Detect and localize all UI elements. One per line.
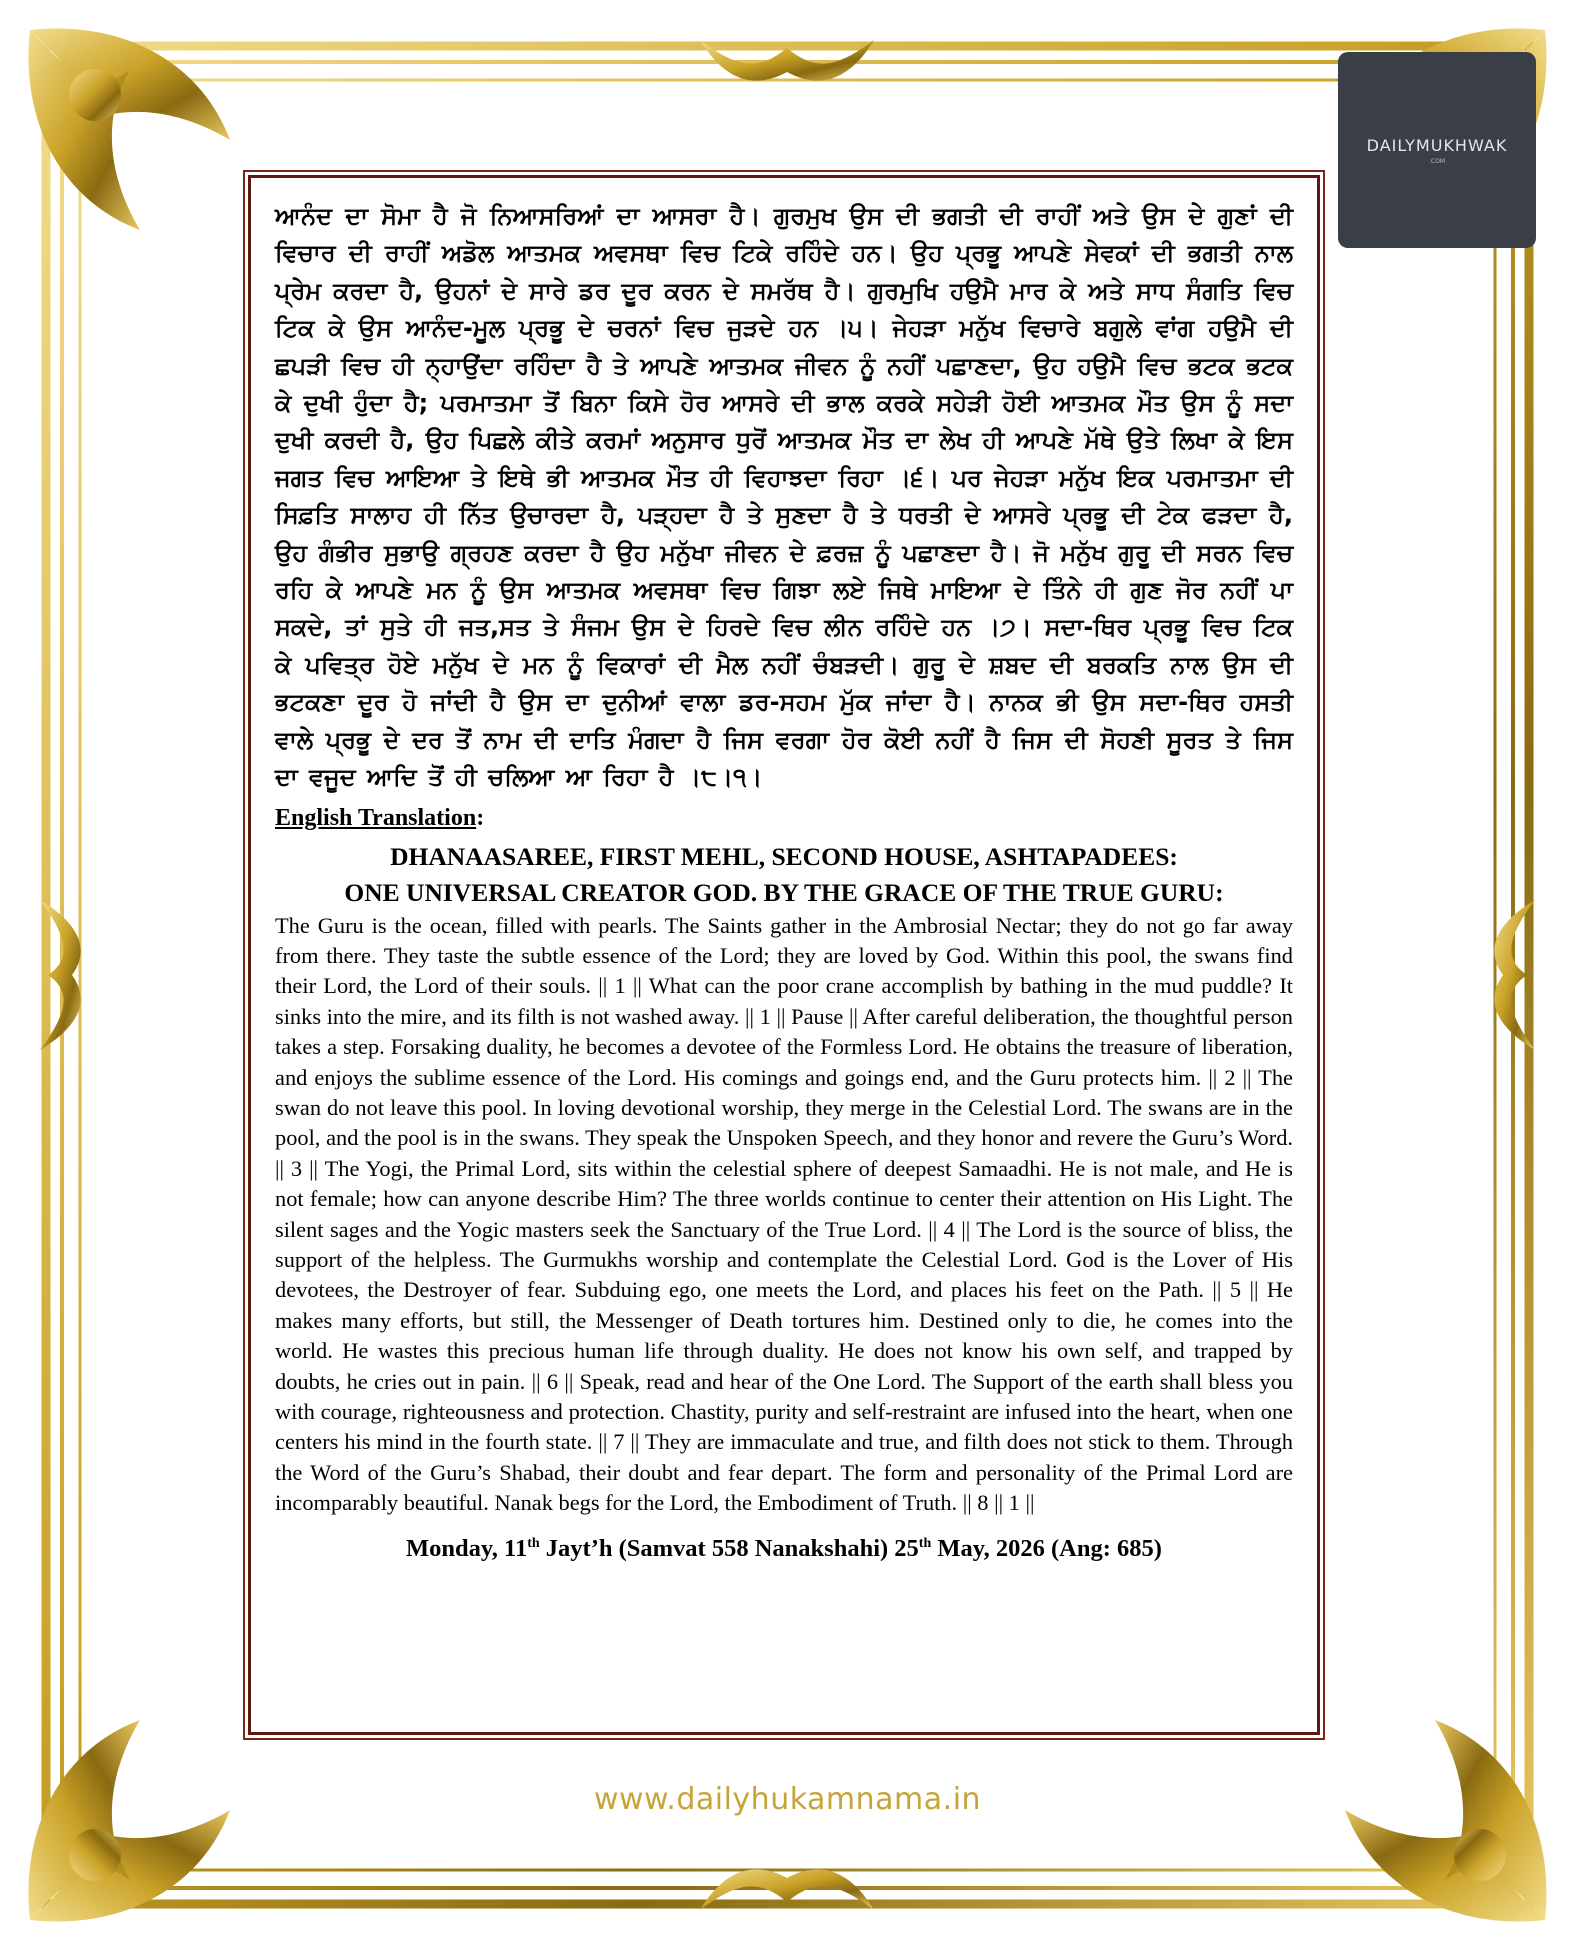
punjabi-explanation: ਆਨੰਦ ਦਾ ਸੋਮਾ ਹੈ ਜੋ ਨਿਆਸਰਿਆਂ ਦਾ ਆਸਰਾ ਹੈ। ਗੁਰਮੁਖ ਉਸ ਦੀ ਭਗਤੀ ਦੀ ਰਾਹੀਂ ਅਤੇ ਉਸ ਦੇ ਗੁਣਾਂ ਦੀ ਵਿਚਾਰ ਦੀ ਰਾਹੀਂ ਅਡੋਲ ਆਤਮਕ ਅਵਸਥਾ ਵਿਚ ਟਿਕੇ ਰਹਿੰਦੇ ਹਨ। ਉਹ ਪ੍ਰਭੂ ਆਪਣੇ ਸੇਵਕਾਂ ਦੀ ਭਗਤੀ ਨਾਲ ਪ੍ਰੇਮ ਕਰਦਾ ਹੈ, ਉਹਨਾਂ ਦੇ ਸਾਰੇ ਡਰ ਦੂਰ ਕਰਨ ਦੇ ਸਮਰੱਥ ਹੈ। ਗੁਰਮੁਖਿ ਹਉਮੈ ਮਾਰ ਕੇ ਅਤੇ ਸਾਧ ਸੰਗਤਿ ਵਿਚ ਟਿਕ ਕੇ ਉਸ ਆਨੰਦ-ਮੂਲ ਪ੍ਰਭੂ ਦੇ ਚਰਨਾਂ ਵਿਚ ਜੁੜਦੇ ਹਨ ।੫। ਜੇਹੜਾ ਮਨੁੱਖ ਵਿਚਾਰੇ ਬਗੁਲੇ ਵਾਂਗ ਹਉਮੈ ਦੀ ਛਪੜੀ ਵਿਚ ਹੀ ਨ੍ਹਾਉਂਦਾ ਰਹਿੰਦਾ ਹੈ ਤੇ ਆਪਣੇ ਆਤਮਕ ਜੀਵਨ ਨੂੰ ਨਹੀਂ ਪਛਾਣਦਾ, ਉਹ ਹਉਮੈ ਵਿਚ ਭਟਕ ਭਟਕ ਕੇ ਦੁਖੀ ਹੁੰਦਾ ਹੈ; ਪਰਮਾਤਮਾ ਤੋਂ ਬਿਨਾ ਕਿਸੇ ਹੋਰ ਆਸਰੇ ਦੀ ਭਾਲ ਕਰਕੇ ਸਹੇੜੀ ਹੋਈ ਆਤਮਕ ਮੌਤ ਉਸ ਨੂੰ ਸਦਾ ਦੁਖੀ ਕਰਦੀ ਹੈ, ਉਹ ਪਿਛਲੇ ਕੀਤੇ ਕਰਮਾਂ ਅਨੁਸਾਰ ਧੁਰੋਂ ਆਤਮਕ ਮੌਤ ਦਾ ਲੇਖ ਹੀ ਆਪਣੇ ਮੱਥੇ ਉਤੇ ਲਿਖਾ ਕੇ ਇਸ ਜਗਤ ਵਿਚ ਆਇਆ ਤੇ ਇਥੇ ਭੀ ਆਤਮਕ ਮੌਤ ਹੀ ਵਿਹਾਝਦਾ ਰਿਹਾ ।੬। ਪਰ ਜੇਹੜਾ ਮਨੁੱਖ ਇਕ ਪਰਮਾਤਮਾ ਦੀ ਸਿਫ਼ਤਿ ਸਾਲਾਹ ਹੀ ਨਿੱਤ ਉਚਾਰਦਾ ਹੈ, ਪੜ੍ਹਦਾ ਹੈ ਤੇ ਸੁਣਦਾ ਹੈ ਤੇ ਧਰਤੀ ਦੇ ਆਸਰੇ ਪ੍ਰਭੂ ਦੀ ਟੇਕ ਫੜਦਾ ਹੈ, ਉਹ ਗੰਭੀਰ ਸੁਭਾਉ ਗ੍ਰਹਣ ਕਰਦਾ ਹੈ ਉਹ ਮਨੁੱਖਾ ਜੀਵਨ ਦੇ ਫ਼ਰਜ਼ ਨੂੰ ਪਛਾਣਦਾ ਹੈ। ਜੋ ਮਨੁੱਖ ਗੁਰੂ ਦੀ ਸਰਨ ਵਿਚ ਰਹਿ ਕੇ ਆਪਣੇ ਮਨ ਨੂੰ ਉਸ ਆਤਮਕ ਅਵਸਥਾ ਵਿਚ ਗਿਝਾ ਲਏ ਜਿਥੇ ਮਾਇਆ ਦੇ ਤਿੰਨੇ ਹੀ ਗੁਣ ਜੋਰ ਨਹੀਂ ਪਾ ਸਕਦੇ, ਤਾਂ ਸੁਤੇ ਹੀ ਜਤ,ਸਤ ਤੇ ਸੰਜਮ ਉਸ ਦੇ ਹਿਰਦੇ ਵਿਚ ਲੀਨ ਰਹਿੰਦੇ ਹਨ ।੭। ਸਦਾ-ਥਿਰ ਪ੍ਰਭੂ ਵਿਚ ਟਿਕ ਕੇ ਪਵਿਤ੍ਰ ਹੋਏ ਮਨੁੱਖ ਦੇ ਮਨ ਨੂੰ ਵਿਕਾਰਾਂ ਦੀ ਮੈਲ ਨਹੀਂ ਚੰਬੜਦੀ। ਗੁਰੂ ਦੇ ਸ਼ਬਦ ਦੀ ਬਰਕਤਿ ਨਾਲ ਉਸ ਦੀ ਭਟਕਣਾ ਦੂਰ ਹੋ ਜਾਂਦੀ ਹੈ ਉਸ ਦਾ ਦੁਨੀਆਂ ਵਾਲਾ ਡਰ-ਸਹਮ ਮੁੱਕ ਜਾਂਦਾ ਹੈ। ਨਾਨਕ ਭੀ ਉਸ ਸਦਾ-ਥਿਰ ਹਸਤੀ ਵਾਲੇ ਪ੍ਰਭੂ ਦੇ ਦਰ ਤੋਂ ਨਾਮ ਦੀ ਦਾਤਿ ਮੰਗਦਾ ਹੈ ਜਿਸ ਵਰਗਾ ਹੋਰ ਕੋਈ ਨਹੀਂ ਹੈ ਜਿਸ ਦੀ ਸੋਹਣੀ ਸੂਰਤ ਤੇ ਜਿਸ ਦਾ ਵਜੂਦ ਆਦਿ ਤੋਂ ਹੀ ਚਲਿਆ ਆ ਰਿਹਾ ਹੈ ।੮।੧। xyxy=(275,202,1293,792)
corner-ornament-bottom-left xyxy=(28,1720,230,1922)
english-translation-text: The Guru is the ocean, filled with pearls. The Saints gather in the Ambrosial Nectar; they do not go far away from there. They taste the subtle essence of the Lord; they are loved by God. Within this pool, the swans find their Lord, the Lord of their souls. || 1 || What can the poor crane accomplish by bathing in the mud puddle? It sinks into the mire, and its filth is not washed away. || 1 || Pause || After careful deliberation, the thoughtful person takes a step. Forsaking duality, he becomes a devotee of the Formless Lord. He obtains the treasure of liberation, and enjoys the sublime essence of the Lord. His comings and goings end, and the Guru protects him. || 2 || The swan do not leave this pool. In loving devotional worship, they merge in the Celestial Lord. The swans are in the pool, and the pool is in the swans. They speak the Unspoken Speech, and they honor and revere the Guru’s Word. || 3 || The Yogi, the Primal Lord, sits within the celestial sphere of deepest Samaadhi. He is not male, and He is not female; how can anyone describe Him? The three worlds continue to center their attention on His Light. The silent sages and the Yogic masters seek the Sanctuary of the True Lord. || 4 || The Lord is the source of bliss, the support of the helpless. The Gurmukhs worship and contemplate the Celestial Lord. God is the Lover of His devotees, the Destroyer of fear. Subduing ego, one meets the Lord, and places his feet on the Path. || 5 || He makes many efforts, but still, the Messenger of Death tortures him. Destined only to die, he comes into the world. He wastes this precious human life through duality. He does not know his own self, and trapped by doubts, he cries out in pain. || 6 || Speak, read and hear of the One Lord. The Support of the earth shall bless you with courage, righteousness and protection. Chastity, purity and self-restraint are infused into the heart, when one centers his mind in the fourth state. || 7 || They are immaculate and true, and filth does not stick to them. Through the Word of the Guru’s Shabad, their doubt and fear depart. The form and personality of the Primal Lord are incomparably beautiful. Nanak begs for the Lord, the Embodiment of Truth. || 8 || 1 || xyxy=(275,912,1293,1516)
website-url[interactable]: www.dailyhukamnama.in xyxy=(593,1782,982,1817)
dailymukhwak-logo-badge xyxy=(1338,52,1536,248)
corner-ornament-bottom-right xyxy=(1345,1720,1547,1922)
heading-line-1: DHANAASAREE, FIRST MEHL, SECOND HOUSE, ASHTAPADEES: xyxy=(390,841,1178,871)
english-translation-label: English Translation xyxy=(275,804,477,831)
hukamnama-content-box: ਆਨੰਦ ਦਾ ਸੋਮਾ ਹੈ ਜੋ ਨਿਆਸਰਿਆਂ ਦਾ ਆਸਰਾ ਹੈ। ਗੁਰਮੁਖ ਉਸ ਦੀ ਭਗਤੀ ਦੀ ਰਾਹੀਂ ਅਤੇ ਉਸ ਦੇ ਗੁਣਾਂ ਦੀ ਵਿਚਾਰ ਦੀ ਰਾਹੀਂ ਅਡੋਲ ਆਤਮਕ ਅਵਸਥਾ ਵਿਚ ਟਿਕੇ ਰਹਿੰਦੇ ਹਨ। ਉਹ ਪ੍ਰਭੂ ਆਪਣੇ ਸੇਵਕਾਂ ਦੀ ਭਗਤੀ ਨਾਲ ਪ੍ਰੇਮ ਕਰਦਾ ਹੈ, ਉਹਨਾਂ ਦੇ ਸਾਰੇ ਡਰ ਦੂਰ ਕਰਨ ਦੇ ਸਮਰੱਥ ਹੈ। ਗੁਰਮੁਖਿ ਹਉਮੈ ਮਾਰ ਕੇ ਅਤੇ ਸਾਧ ਸੰਗਤਿ ਵਿਚ ਟਿਕ ਕੇ ਉਸ ਆਨੰਦ-ਮੂਲ ਪ੍ਰਭੂ ਦੇ ਚਰਨਾਂ ਵਿਚ ਜੁੜਦੇ ਹਨ ।੫। ਜੇਹੜਾ ਮਨੁੱਖ ਵਿਚਾਰੇ ਬਗੁਲੇ ਵਾਂਗ ਹਉਮੈ ਦੀ ਛਪੜੀ ਵਿਚ ਹੀ ਨ੍ਹਾਉਂਦਾ ਰਹਿੰਦਾ ਹੈ ਤੇ ਆਪਣੇ ਆਤਮਕ ਜੀਵਨ ਨੂੰ ਨਹੀਂ ਪਛਾਣਦਾ, ਉਹ ਹਉਮੈ ਵਿਚ ਭਟਕ ਭਟਕ ਕੇ ਦੁਖੀ ਹੁੰਦਾ ਹੈ; ਪਰਮਾਤਮਾ ਤੋਂ ਬਿਨਾ ਕਿਸੇ ਹੋਰ ਆਸਰੇ ਦੀ ਭਾਲ ਕਰਕੇ ਸਹੇੜੀ ਹੋਈ ਆਤਮਕ ਮੌਤ ਉਸ ਨੂੰ ਸਦਾ ਦੁਖੀ ਕਰਦੀ ਹੈ, ਉਹ ਪਿਛਲੇ ਕੀਤੇ ਕਰਮਾਂ ਅਨੁਸਾਰ ਧੁਰੋਂ ਆਤਮਕ ਮੌਤ ਦਾ ਲੇਖ ਹੀ ਆਪਣੇ ਮੱਥੇ ਉਤੇ ਲਿਖਾ ਕੇ ਇਸ ਜਗਤ ਵਿਚ ਆਇਆ ਤੇ ਇਥੇ ਭੀ ਆਤਮਕ ਮੌਤ ਹੀ ਵਿਹਾਝਦਾ ਰਿਹਾ ।੬। ਪਰ ਜੇਹੜਾ ਮਨੁੱਖ ਇਕ ਪਰਮਾਤਮਾ ਦੀ ਸਿਫ਼ਤਿ ਸਾਲਾਹ ਹੀ ਨਿੱਤ ਉਚਾਰਦਾ ਹੈ, ਪੜ੍ਹਦਾ ਹੈ ਤੇ ਸੁਣਦਾ ਹੈ ਤੇ ਧਰਤੀ ਦੇ ਆਸਰੇ ਪ੍ਰਭੂ ਦੀ ਟੇਕ ਫੜਦਾ ਹੈ, ਉਹ ਗੰਭੀਰ ਸੁਭਾਉ ਗ੍ਰਹਣ ਕਰਦਾ ਹੈ ਉਹ ਮਨੁੱਖਾ ਜੀਵਨ ਦੇ ਫ਼ਰਜ਼ ਨੂੰ ਪਛਾਣਦਾ ਹੈ। ਜੋ ਮਨੁੱਖ ਗੁਰੂ ਦੀ ਸਰਨ ਵਿਚ ਰਹਿ ਕੇ ਆਪਣੇ ਮਨ ਨੂੰ ਉਸ ਆਤਮਕ ਅਵਸਥਾ ਵਿਚ ਗਿਝਾ ਲਏ ਜਿਥੇ ਮਾਇਆ ਦੇ ਤਿੰਨੇ ਹੀ ਗੁਣ ਜੋਰ ਨਹੀਂ ਪਾ ਸਕਦੇ, ਤਾਂ ਸੁਤੇ ਹੀ ਜਤ,ਸਤ ਤੇ ਸੰਜਮ ਉਸ ਦੇ ਹਿਰਦੇ ਵਿਚ ਲੀਨ ਰਹਿੰਦੇ ਹਨ ।੭। ਸਦਾ-ਥਿਰ ਪ੍ਰਭੂ ਵਿਚ ਟਿਕ ਕੇ ਪਵਿਤ੍ਰ ਹੋਏ ਮਨੁੱਖ ਦੇ ਮਨ ਨੂੰ ਵਿਕਾਰਾਂ ਦੀ ਮੈਲ ਨਹੀਂ ਚੰਬੜਦੀ। ਗੁਰੂ ਦੇ ਸ਼ਬਦ ਦੀ ਬਰਕਤਿ ਨਾਲ ਉਸ ਦੀ ਭਟਕਣਾ ਦੂਰ ਹੋ ਜਾਂਦੀ ਹੈ ਉਸ ਦਾ ਦੁਨੀਆਂ ਵਾਲਾ ਡਰ-ਸਹਮ ਮੁੱਕ ਜਾਂਦਾ ਹੈ। ਨਾਨਕ ਭੀ ਉਸ ਸਦਾ-ਥਿਰ ਹਸਤੀ ਵਾਲੇ ਪ੍ਰਭੂ ਦੇ ਦਰ ਤੋਂ ਨਾਮ ਦੀ ਦਾਤਿ ਮੰਗਦਾ ਹੈ ਜਿਸ ਵਰਗਾ ਹੋਰ ਕੋਈ ਨਹੀਂ ਹੈ ਜਿਸ ਦੀ ਸੋਹਣੀ ਸੂਰਤ ਤੇ ਜਿਸ ਦਾ ਵਜੂਦ ਆਦਿ ਤੋਂ ਹੀ ਚਲਿਆ ਆ ਰਿਹਾ ਹੈ ।੮।੧। English Translation: DHANAASAREE, FIRST MEHL, SECOND HOUSE, ASHTAPADEES: ONE UNIVERSAL CREATOR GOD. BY THE GRACE OF THE TRUE GURU: The Guru is the ocean, filled with pearls. The Saints gather in the Ambrosial Nectar; they do not go far away from there. They taste the subtle essence of the Lord; they are loved by God. Within this pool, the swans find their Lord, the Lord of their souls. || 1 || What can the poor crane accomplish by bathing in the mud puddle? It sinks into the mire, and its filth is not washed away. || 1 || Pause || After careful deliberation, the thoughtful person takes a step. Forsaking duality, he becomes a devotee of the Formless Lord. He obtains the treasure of liberation, and enjoys the sublime essence of the Lord. His comings and goings end, and the Guru protects him. || 2 || The swan do not leave this pool. In loving devotional worship, they merge in the Celestial Lord. The swans are in the pool, and the pool is in the swans. They speak the Unspoken Speech, and they honor and revere the Guru’s Word. || 3 || The Yogi, the Primal Lord, sits within the celestial sphere of deepest Samaadhi. He is not male, and He is not female; how can anyone describe Him? The three worlds continue to center their attention on His Light. The silent sages and the Yogic masters seek the Sanctuary of the True Lord. || 4 || The Lord is the source of bliss, the support of the helpless. The Gurmukhs worship and contemplate the Celestial Lord. God is the Lover of His devotees, the Destroyer of fear. Subduing ego, one meets the Lord, and places his feet on the Path. || 5 || He makes many efforts, but still, the Messenger of Death tortures him. Destined only to die, he comes into the world. He wastes this precious human life through duality. He does not know his own self, and trapped by doubts, he cries out in pain. || 6 || Speak, read and hear of the One Lord. The Support of the earth shall bless you with courage, righteousness and protection. Chastity, purity and self-restraint are infused into the heart, when one centers his mind in the fourth state. || 7 || They are immaculate and true, and filth does not stick to them. Through the Word of the Guru’s Shabad, their doubt and fear depart. The form and personality of the Primal Lord are incomparably beautiful. Nanak begs for the Lord, the Embodiment of Truth. || 8 || 1 || Monday, 11th Jayt’h (Samvat 558 Nanakshahi) 25th May, 2026 (Ang: 685) xyxy=(248,175,1320,1735)
badge-title: DAILYMUKHWAK xyxy=(1366,136,1508,155)
date-line: Monday, 11th Jayt’h (Samvat 558 Nanakshahi) 25th May, 2026 (Ang: 685) xyxy=(406,1534,1162,1562)
heading-line-2: ONE UNIVERSAL CREATOR GOD. BY THE GRACE OF THE TRUE GURU: xyxy=(344,877,1224,907)
corner-ornament-top-left xyxy=(28,28,230,230)
badge-subtitle: .COM xyxy=(1429,158,1445,165)
